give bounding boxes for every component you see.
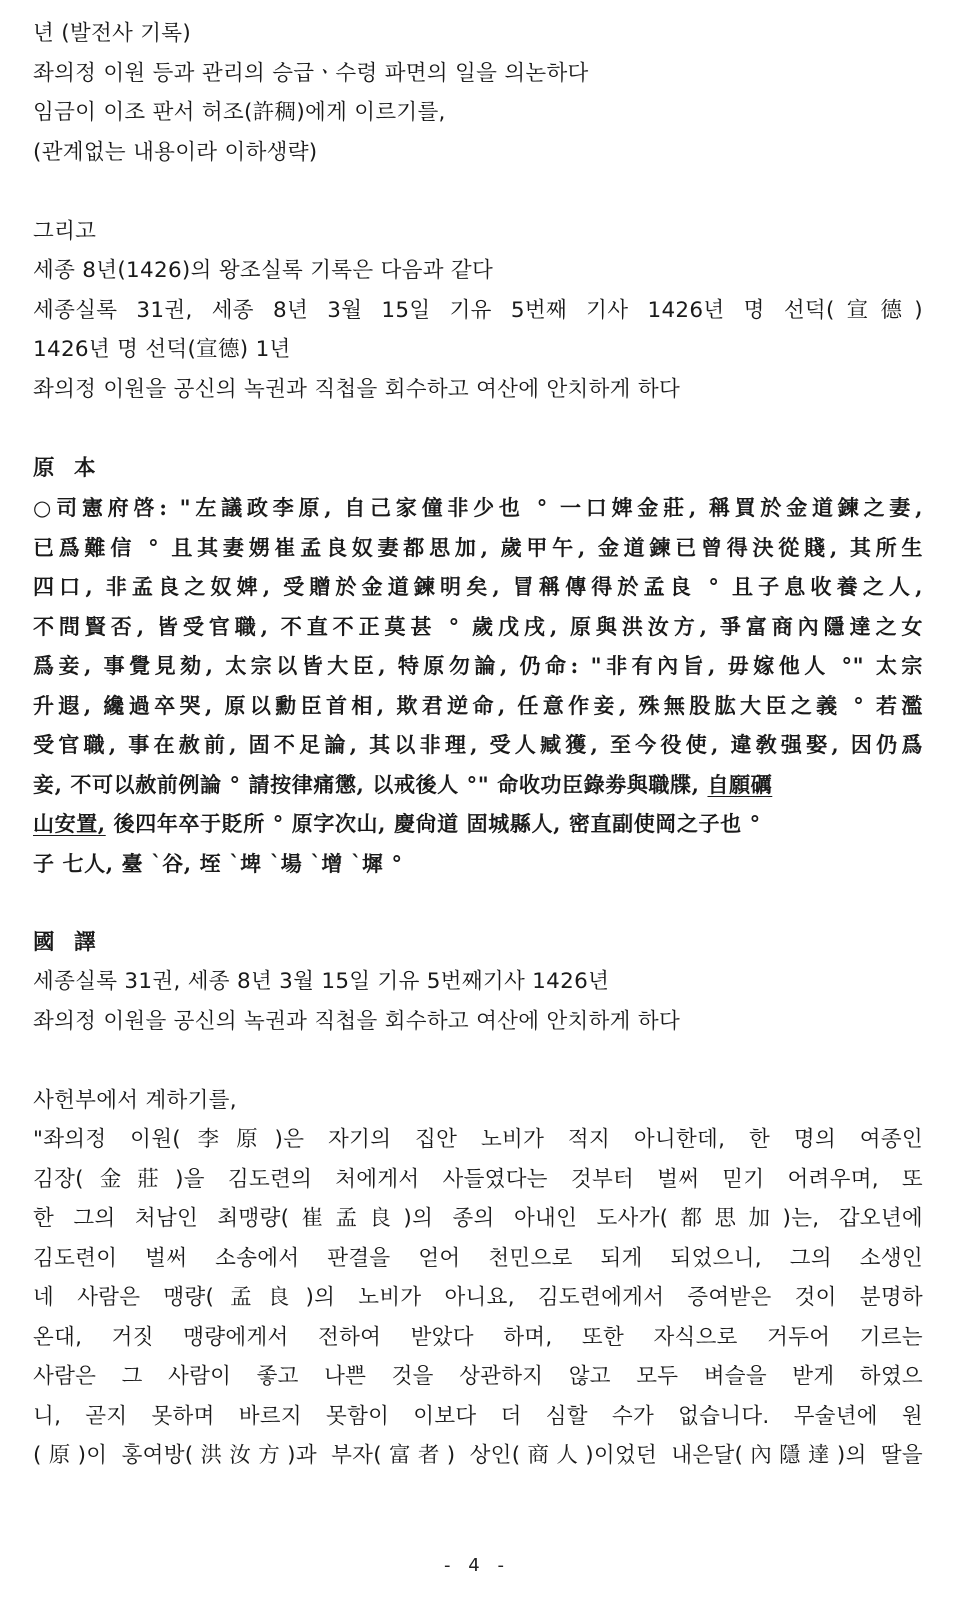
underlined-text: 自願礪	[707, 771, 773, 797]
spacer	[33, 883, 923, 923]
original-text-line: ○司憲府啓: "左議政李原, 自己家僮非少也 ° 一口婢金莊, 稱買於金道鍊之妻,	[33, 495, 923, 520]
original-text-heading: 原 本	[33, 455, 102, 481]
translation-body-line: 온대, 거짓 맹량에게서 전하여 받았다 하며, 또한 자식으로 거두어 기르는	[33, 1324, 923, 1350]
intro-line: 좌의정 이원 등과 관리의 승급ㆍ수령 파면의 일을 의논하다	[33, 60, 589, 86]
translation-body-line: "좌의정 이원(李原)은 자기의 집안 노비가 적지 아니한데, 한 명의 여종인	[33, 1127, 923, 1152]
original-text-line: 受官職, 事在赦前, 固不足論, 其以非理, 受人臧獲, 至今役使, 違敎强娶, 因仍爲	[33, 732, 923, 757]
original-text-segment: 後四年卒于貶所 ° 原字次山, 慶尙道 固城縣人, 密直副使岡之子也 °	[105, 811, 761, 836]
page-number: - 4 -	[444, 1555, 510, 1576]
document-page	[33, 14, 923, 1476]
original-text-line: 不問賢否, 皆受官職, 不直不正莫甚 ° 歲戊戌, 原與洪汝方, 爭富商內隱達之女	[33, 613, 923, 639]
underlined-text: 山安置,	[33, 811, 106, 836]
section2-line: 1426년 명 선덕(宣德) 1년	[33, 337, 291, 362]
translation-line: 좌의정 이원을 공신의 녹권과 직첩을 회수하고 여산에 안치하게 하다	[33, 1008, 681, 1034]
original-text-line: 已爲難信 ° 且其妻娚崔孟良奴妻都思加, 歲甲午, 金道鍊已曾得決從賤, 其所生	[33, 534, 923, 560]
intro-line: (관계없는 내용이라 이하생략)	[33, 139, 318, 165]
translation-body-line: 한 그의 처남인 최맹량(崔孟良)의 종의 아내인 도사가(都思加)는, 갑오년에	[33, 1206, 923, 1231]
translation-body-line: 김장(金莊)을 김도련의 처에게서 사들였다는 것부터 벌써 믿기 어려우며, 또	[33, 1166, 923, 1192]
translation-body-line: 네 사람은 맹량(孟良)의 노비가 아니요, 김도련에게서 증여받은 것이 분명하	[33, 1285, 923, 1310]
translation-heading: 國 譯	[33, 929, 102, 955]
translation-body-line: 사람은 그 사람이 좋고 나쁜 것을 상관하지 않고 모두 벼슬을 받게 하였으	[33, 1364, 923, 1389]
intro-line: 임금이 이조 판서 허조(許稠)에게 이르기를,	[33, 100, 446, 125]
section2-line: 세종 8년(1426)의 왕조실록 기록은 다음과 같다	[33, 258, 494, 283]
translation-body-line: 김도련이 벌써 소송에서 판결을 얻어 천민으로 되게 되었으니, 그의 소생인	[33, 1245, 923, 1271]
section2-line: 좌의정 이원을 공신의 녹권과 직첩을 회수하고 여산에 안치하게 하다	[33, 376, 681, 402]
translation-body-line: (原)이 홍여방(洪汝方)과 부자(富者) 상인(商人)이었던 내은달(內隱達)의 딸을	[33, 1443, 923, 1468]
original-text-segment: 妾, 不可以赦前例論 ° 請按律痛懲, 以戒後人 °" 命收功臣錄劵與職牒,	[33, 771, 700, 797]
translation-body-line: 니, 곧지 못하며 바르지 못함이 이보다 더 심할 수가 없습니다. 무술년에 원	[33, 1403, 923, 1429]
section2-line: 그리고	[33, 218, 97, 244]
section2-line: 세종실록 31권, 세종 8년 3월 15일 기유 5번째 기사 1426년 명 선덕(宣德)	[33, 297, 923, 323]
intro-line: 년 (발전사 기록)	[33, 21, 192, 46]
original-text-line: 四口, 非孟良之奴婢, 受贈於金道鍊明矣, 冒稱傳得於孟良 ° 且子息收養之人,	[33, 574, 923, 599]
spacer	[33, 172, 923, 212]
original-text-line: 升遐, 纔過卒哭, 原以勳臣首相, 欺君逆命, 任意作妾, 殊無股肱大臣之義 ° 若濫	[33, 692, 923, 718]
translation-body-line: 사헌부에서 계하기를,	[33, 1087, 237, 1113]
original-text-line	[33, 804, 923, 844]
spacer	[33, 409, 923, 449]
translation-line: 세종실록 31권, 세종 8년 3월 15일 기유 5번째기사 1426년	[33, 969, 610, 994]
original-text-line: 爲妾, 事覺見劾, 太宗以皆大臣, 特原勿論, 仍命: "非有內旨, 毋嫁他人 °" 太宗	[33, 653, 923, 678]
original-text-line	[33, 765, 923, 805]
original-text-line: 子 七人, 臺 `谷, 垤 `埤 `場 `增 `墀 °	[33, 850, 403, 876]
spacer	[33, 1041, 923, 1081]
